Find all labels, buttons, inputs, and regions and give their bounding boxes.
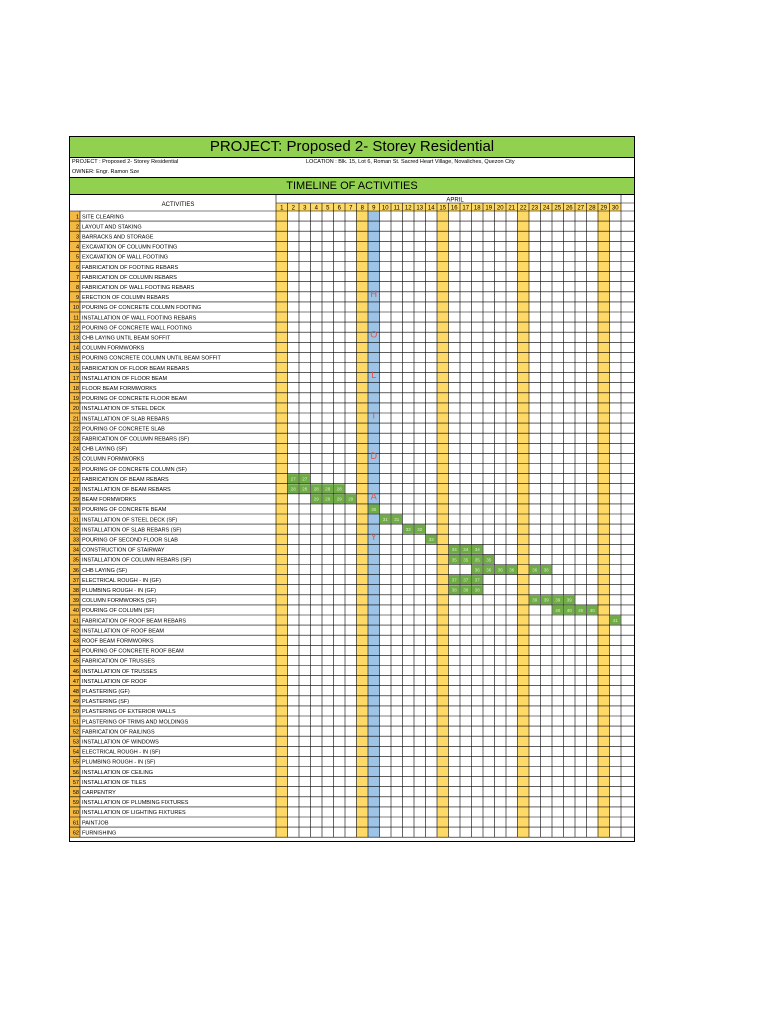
activity-label: PLASTERING OF EXTERIOR WALLS bbox=[82, 709, 176, 716]
activity-label: FABRICATION OF ROOF BEAM REBARS bbox=[82, 618, 187, 625]
activity-label: POURING OF CONCRETE COLUMN FOOTING bbox=[82, 305, 202, 312]
project-title: PROJECT: Proposed 2- Storey Residential bbox=[70, 137, 634, 158]
day-number: 22 bbox=[519, 205, 527, 212]
activity-number: 23 bbox=[72, 436, 79, 443]
activity-number: 31 bbox=[72, 517, 79, 524]
activity-number: 11 bbox=[73, 315, 79, 322]
day-number: 19 bbox=[485, 205, 493, 212]
activity-number: 53 bbox=[72, 739, 79, 746]
activity-label: BARRACKS AND STORAGE bbox=[82, 234, 154, 241]
schedule-cell-label: 29 bbox=[325, 496, 331, 502]
day-number: 3 bbox=[303, 205, 307, 212]
activity-label: FABRICATION OF TRUSSES bbox=[82, 658, 155, 665]
schedule-cell-label: 39 bbox=[555, 597, 561, 603]
activity-number: 28 bbox=[72, 486, 79, 493]
activity-number: 25 bbox=[72, 456, 79, 463]
day-number: 28 bbox=[588, 205, 596, 212]
day-number: 7 bbox=[349, 205, 353, 212]
schedule-cell-label: 27 bbox=[290, 476, 296, 482]
activity-label: CHB LAYING UNTIL BEAM SOFFIT bbox=[82, 335, 171, 342]
activity-label: INSTALLATION OF LIGHTING FIXTURES bbox=[82, 810, 186, 817]
schedule-cell-label: 33 bbox=[428, 537, 434, 543]
activity-label: CONSTRUCTION OF STAIRWAY bbox=[82, 547, 165, 554]
activity-label: ELECTRICAL ROUGH - IN (GF) bbox=[82, 577, 161, 584]
activity-label: ELECTRICAL ROUGH - IN (SF) bbox=[82, 749, 161, 756]
gantt-grid bbox=[70, 195, 634, 841]
schedule-cell-label: 37 bbox=[474, 577, 480, 583]
schedule-cell-label: 36 bbox=[497, 567, 503, 573]
activity-number: 57 bbox=[72, 779, 79, 786]
activity-label: FABRICATION OF WALL FOOTING REBARS bbox=[82, 284, 195, 291]
activity-number: 55 bbox=[72, 759, 79, 766]
activity-number: 3 bbox=[75, 234, 79, 241]
day-number: 15 bbox=[439, 205, 447, 212]
schedule-cell-label: 28 bbox=[290, 486, 296, 492]
activity-number: 52 bbox=[72, 729, 79, 736]
activity-label: INSTALLATION OF PLUMBING FIXTURES bbox=[82, 800, 189, 807]
activity-label: PLASTERING (SF) bbox=[82, 699, 130, 706]
activity-label: EXCAVATION OF WALL FOOTING bbox=[82, 254, 169, 261]
schedule-cell-label: 40 bbox=[589, 607, 595, 613]
activity-label: ERECTION OF COLUMN REBARS bbox=[82, 295, 170, 302]
day-number: 10 bbox=[381, 205, 389, 212]
activity-number: 43 bbox=[72, 638, 79, 645]
activity-number: 59 bbox=[72, 800, 79, 807]
activity-label: CARPENTRY bbox=[82, 789, 116, 796]
day-number: 9 bbox=[372, 205, 376, 212]
activity-label: COLUMN FORMWORKS bbox=[82, 345, 145, 352]
activity-number: 29 bbox=[72, 497, 79, 504]
schedule-cell-label: 28 bbox=[313, 486, 319, 492]
activity-number: 12 bbox=[72, 325, 79, 332]
schedule-cell-label: 28 bbox=[302, 486, 308, 492]
activity-label: POURING OF CONCRETE BEAM bbox=[82, 507, 167, 514]
weekend-column bbox=[437, 203, 449, 837]
timeline-title: TIMELINE OF ACTIVITIES bbox=[70, 177, 634, 195]
schedule-cell-label: 38 bbox=[451, 587, 457, 593]
schedule-cell-label: 37 bbox=[463, 577, 469, 583]
activity-label: PLUMBING ROUGH - IN (SF) bbox=[82, 759, 156, 766]
activity-number: 17 bbox=[72, 375, 79, 382]
day-number: 17 bbox=[462, 205, 470, 212]
schedule-cell-label: 38 bbox=[463, 587, 469, 593]
activity-label: FABRICATION OF RAILINGS bbox=[82, 729, 155, 736]
schedule-cell-label: 32 bbox=[405, 526, 411, 532]
holiday-letter: I bbox=[372, 410, 376, 421]
activity-label: INSTALLATION OF TRUSSES bbox=[82, 668, 157, 675]
activity-number: 15 bbox=[72, 355, 79, 362]
activity-number: 41 bbox=[72, 618, 79, 625]
schedule-cell-label: 35 bbox=[486, 557, 492, 563]
schedule-cell-label: 41 bbox=[612, 617, 618, 623]
activity-label: CHB LAYING (SF) bbox=[82, 446, 128, 453]
activity-label: FABRICATION OF FLOOR BEAM REBARS bbox=[82, 365, 190, 372]
activity-number: 36 bbox=[72, 567, 79, 574]
schedule-cell-label: 35 bbox=[451, 557, 457, 563]
activity-number: 19 bbox=[72, 396, 79, 403]
day-number: 23 bbox=[531, 205, 539, 212]
activity-label: FABRICATION OF FOOTING REBARS bbox=[82, 264, 179, 271]
activity-label: INSTALLATION OF STEEL DECK bbox=[82, 406, 166, 413]
schedule-cell-label: 30 bbox=[371, 506, 377, 512]
activity-number: 1 bbox=[75, 214, 79, 221]
activity-label: INSTALLATION OF BEAM REBARS bbox=[82, 486, 171, 493]
activity-number: 2 bbox=[75, 224, 79, 231]
schedule-cell-label: 31 bbox=[394, 516, 400, 522]
schedule-cell-label: 39 bbox=[532, 597, 538, 603]
activity-label: FURNISHING bbox=[82, 830, 117, 837]
activity-label: INSTALLATION OF WINDOWS bbox=[82, 739, 159, 746]
activity-number: 24 bbox=[72, 446, 79, 453]
day-number: 30 bbox=[611, 205, 619, 212]
holiday-letter: D bbox=[370, 450, 377, 461]
schedule-cell-label: 36 bbox=[543, 567, 549, 573]
activity-label: INSTALLATION OF CEILING bbox=[82, 769, 154, 776]
activity-label: FABRICATION OF COLUMN REBARS bbox=[82, 274, 177, 281]
activity-label: PLASTERING (GF) bbox=[82, 688, 130, 695]
activity-number: 48 bbox=[72, 688, 79, 695]
schedule-cell-label: 40 bbox=[578, 607, 584, 613]
schedule-cell-label: 35 bbox=[474, 557, 480, 563]
day-number: 20 bbox=[496, 205, 504, 212]
day-number: 11 bbox=[393, 205, 400, 212]
schedule-cell-label: 28 bbox=[325, 486, 331, 492]
schedule-cell-label: 29 bbox=[336, 496, 342, 502]
activity-label: INSTALLATION OF SLAB REBARS bbox=[82, 416, 170, 423]
activity-number: 26 bbox=[72, 466, 79, 473]
activity-number: 39 bbox=[72, 598, 79, 605]
day-number: 6 bbox=[337, 205, 341, 212]
activity-label: PAINTJOB bbox=[82, 820, 109, 827]
activity-number: 35 bbox=[72, 557, 79, 564]
activity-number: 44 bbox=[72, 648, 79, 655]
day-number: 12 bbox=[404, 205, 412, 212]
weekend-column bbox=[518, 203, 530, 837]
activity-label: COLUMN FORMWORKS bbox=[82, 456, 145, 463]
holiday-letter: A bbox=[370, 491, 377, 502]
activity-number: 10 bbox=[72, 305, 79, 312]
activity-number: 56 bbox=[72, 769, 79, 776]
activity-label: ROOF BEAM FORMWORKS bbox=[82, 638, 154, 645]
activity-label: INSTALLATION OF STEEL DECK (SF) bbox=[82, 517, 178, 524]
activity-label: POURING OF CONCRETE FLOOR BEAM bbox=[82, 396, 187, 403]
activity-label: POURING OF CONCRETE WALL FOOTING bbox=[82, 325, 192, 332]
activity-number: 30 bbox=[72, 507, 79, 514]
day-number: 26 bbox=[565, 205, 573, 212]
activity-label: EXCAVATION OF COLUMN FOOTING bbox=[82, 244, 178, 251]
activity-label: INSTALLATION OF COLUMN REBARS (SF) bbox=[82, 557, 192, 564]
activity-number: 50 bbox=[72, 709, 79, 716]
schedule-cell-label: 36 bbox=[509, 567, 515, 573]
schedule-cell-label: 32 bbox=[417, 526, 423, 532]
day-number: 8 bbox=[360, 205, 364, 212]
activity-label: POURING OF CONCRETE COLUMN (SF) bbox=[82, 466, 187, 473]
activity-number: 34 bbox=[72, 547, 79, 554]
activity-number: 61 bbox=[72, 820, 79, 827]
day-number: 27 bbox=[577, 205, 585, 212]
schedule-cell-label: 29 bbox=[313, 496, 319, 502]
activity-label: CHB LAYING (SF) bbox=[82, 567, 128, 574]
activity-number: 38 bbox=[72, 587, 79, 594]
activity-number: 46 bbox=[72, 668, 79, 675]
day-number: 5 bbox=[326, 205, 330, 212]
activity-number: 62 bbox=[72, 830, 79, 837]
activity-number: 40 bbox=[72, 608, 79, 615]
schedule-cell-label: 40 bbox=[555, 607, 561, 613]
day-number: 18 bbox=[473, 205, 481, 212]
activity-number: 51 bbox=[72, 719, 79, 726]
activity-number: 9 bbox=[75, 295, 79, 302]
activity-label: POURING CONCRETE COLUMN UNTIL BEAM SOFFIT bbox=[82, 355, 221, 362]
activity-number: 54 bbox=[72, 749, 79, 756]
activity-label: INSTALLATION OF FLOOR BEAM bbox=[82, 375, 168, 382]
activity-number: 21 bbox=[72, 416, 79, 423]
holiday-letter: Y bbox=[370, 531, 377, 542]
activity-number: 27 bbox=[72, 476, 79, 483]
weekend-column bbox=[276, 203, 288, 837]
activity-label: POURING OF CONCRETE SLAB bbox=[82, 426, 165, 433]
activity-label: LAYOUT AND STAKING bbox=[82, 224, 142, 231]
activity-label: COLUMN FORMWORKS (SF) bbox=[82, 598, 157, 605]
activity-number: 58 bbox=[72, 789, 79, 796]
activity-label: PLUMBING ROUGH - IN (GF) bbox=[82, 587, 156, 594]
activity-number: 7 bbox=[75, 274, 79, 281]
schedule-cell-label: 27 bbox=[302, 476, 308, 482]
day-number: 21 bbox=[508, 205, 516, 212]
schedule-cell-label: 31 bbox=[382, 516, 388, 522]
activity-number: 5 bbox=[75, 254, 79, 261]
activity-number: 16 bbox=[72, 365, 79, 372]
schedule-sheet bbox=[69, 136, 635, 842]
schedule-cell-label: 39 bbox=[566, 597, 572, 603]
activity-label: POURING OF COLUMN (SF) bbox=[82, 608, 155, 615]
schedule-cell-label: 38 bbox=[474, 587, 480, 593]
activity-label: BEAM FORMWORKS bbox=[82, 497, 137, 504]
holiday-letter: L bbox=[371, 369, 377, 380]
activities-header: ACTIVITIES bbox=[161, 202, 195, 208]
activity-number: 20 bbox=[72, 406, 79, 413]
schedule-cell-label: 29 bbox=[348, 496, 354, 502]
activity-label: INSTALLATION OF ROOF bbox=[82, 678, 147, 685]
activity-number: 14 bbox=[72, 345, 79, 352]
day-number: 4 bbox=[314, 205, 318, 212]
activity-number: 49 bbox=[72, 699, 79, 706]
day-number: 1 bbox=[280, 205, 284, 212]
owner-info: OWNER: Engr. Ramon Sze bbox=[72, 169, 140, 175]
schedule-cell-label: 39 bbox=[543, 597, 549, 603]
activity-number: 13 bbox=[72, 335, 79, 342]
schedule-cell-label: 28 bbox=[336, 486, 342, 492]
day-number: 14 bbox=[427, 205, 435, 212]
activity-number: 18 bbox=[72, 385, 79, 392]
weekend-column bbox=[357, 203, 369, 837]
activity-number: 32 bbox=[72, 527, 79, 534]
activity-label: INSTALLATION OF SLAB REBARS (SF) bbox=[82, 527, 182, 534]
activity-label: INSTALLATION OF ROOF BEAM bbox=[82, 628, 165, 635]
activity-number: 60 bbox=[72, 810, 79, 817]
schedule-cell-label: 40 bbox=[566, 607, 572, 613]
schedule-cell-label: 34 bbox=[463, 547, 469, 553]
schedule-cell-label: 34 bbox=[451, 547, 457, 553]
activity-label: POURING OF CONCRETE ROOF BEAM bbox=[82, 648, 184, 655]
activity-number: 33 bbox=[72, 537, 79, 544]
day-number: 29 bbox=[600, 205, 608, 212]
activity-label: FABRICATION OF COLUMN REBARS (SF) bbox=[82, 436, 190, 443]
schedule-cell-label: 35 bbox=[463, 557, 469, 563]
activity-number: 22 bbox=[72, 426, 79, 433]
activity-label: FLOOR BEAM FORMWORKS bbox=[82, 385, 157, 392]
day-number: 2 bbox=[291, 205, 295, 212]
day-number: 24 bbox=[542, 205, 550, 212]
weekend-column bbox=[598, 203, 610, 837]
month-header: APRIL bbox=[446, 197, 464, 204]
activity-number: 47 bbox=[72, 678, 79, 685]
schedule-cell-label: 34 bbox=[474, 547, 480, 553]
schedule-cell-label: 36 bbox=[474, 567, 480, 573]
schedule-cell-label: 36 bbox=[532, 567, 538, 573]
day-number: 13 bbox=[416, 205, 424, 212]
holiday-letter: O bbox=[370, 329, 378, 340]
schedule-cell-label: 36 bbox=[486, 567, 492, 573]
activity-number: 4 bbox=[75, 244, 79, 251]
activity-number: 8 bbox=[75, 284, 79, 291]
activity-label: SITE CLEARING bbox=[82, 214, 124, 221]
activity-number: 37 bbox=[72, 577, 79, 584]
day-number: 16 bbox=[450, 205, 458, 212]
holiday-letter: H bbox=[370, 288, 377, 299]
schedule-cell-label: 37 bbox=[451, 577, 457, 583]
project-info: PROJECT : Proposed 2- Storey Residential bbox=[72, 159, 179, 165]
activity-number: 6 bbox=[75, 264, 79, 271]
activity-label: PLASTERING OF TRIMS AND MOLDINGS bbox=[82, 719, 189, 726]
day-number: 25 bbox=[554, 205, 562, 212]
activity-label: INSTALLATION OF WALL FOOTING REBARS bbox=[82, 315, 197, 322]
activity-number: 42 bbox=[72, 628, 79, 635]
location-info: LOCATION : Blk. 15, Lot 6, Roman St. Sacred Heart Village, Novaliches, Quezon City bbox=[306, 159, 515, 165]
activity-label: FABRICATION OF BEAM REBARS bbox=[82, 476, 169, 483]
activity-label: POURING OF SECOND FLOOR SLAB bbox=[82, 537, 178, 544]
activity-number: 45 bbox=[72, 658, 79, 665]
activity-label: INSTALLATION OF TILES bbox=[82, 779, 147, 786]
